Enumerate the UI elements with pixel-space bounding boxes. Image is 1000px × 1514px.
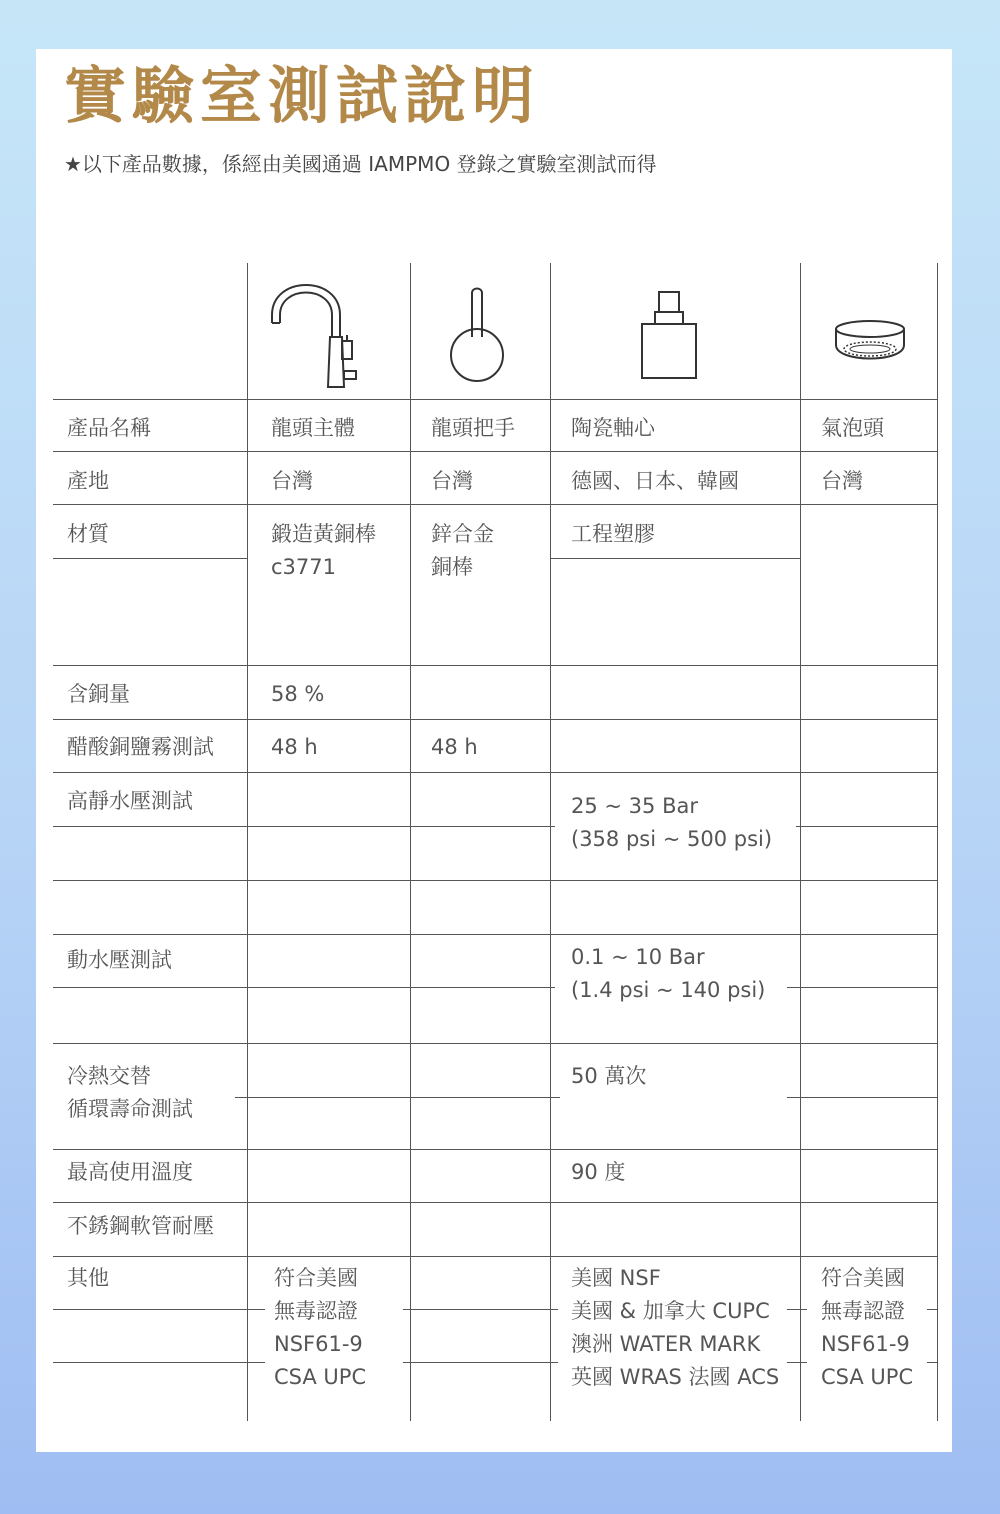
other-faucet-body-line4: CSA UPC <box>274 1365 367 1389</box>
origin-aerator: 台灣 <box>821 469 863 493</box>
cartridge-icon <box>638 290 702 382</box>
row-label-thermal-cycle-line1: 冷熱交替 <box>67 1064 151 1088</box>
row-label-copper-content: 含銅量 <box>67 682 130 706</box>
other-aerator-line4: CSA UPC <box>821 1365 914 1389</box>
page-subtitle: ★以下產品數據，係經由美國通過 IAMPMO 登錄之實驗室測試而得 <box>64 152 657 176</box>
faucet-icon <box>262 275 372 395</box>
material-faucet-body-line1: 鍛造黃銅棒 <box>271 522 376 546</box>
product-name-cartridge: 陶瓷軸心 <box>571 416 655 440</box>
thermal-cycle-cartridge: 50 萬次 <box>571 1064 647 1088</box>
material-handle-line2: 銅棒 <box>431 555 473 579</box>
other-cartridge-line1: 美國 NSF <box>571 1266 661 1290</box>
row-label-salt-spray-test: 醋酸銅鹽霧測試 <box>67 735 214 759</box>
row-label-material: 材質 <box>67 522 109 546</box>
row-label-product-name: 產品名稱 <box>67 416 151 440</box>
row-label-hose-pressure: 不銹鋼軟管耐壓 <box>67 1214 214 1238</box>
salt-spray-faucet-body: 48 h <box>271 735 318 759</box>
product-name-handle: 龍頭把手 <box>431 416 515 440</box>
other-aerator-line3: NSF61-9 <box>821 1332 910 1356</box>
row-label-dynamic-pressure-test: 動水壓測試 <box>67 948 172 972</box>
origin-handle: 台灣 <box>431 469 473 493</box>
page-title: 實驗室測試說明 <box>64 59 541 132</box>
other-aerator-line2: 無毒認證 <box>821 1299 905 1323</box>
material-faucet-body-line2: c3771 <box>271 555 336 579</box>
row-label-max-temperature: 最高使用溫度 <box>67 1160 193 1184</box>
other-faucet-body-line3: NSF61-9 <box>274 1332 363 1356</box>
copper-content-faucet-body: 58 % <box>271 682 325 706</box>
other-cartridge-line3: 澳洲 WATER MARK <box>571 1332 761 1356</box>
salt-spray-handle: 48 h <box>431 735 478 759</box>
product-name-faucet-body: 龍頭主體 <box>271 416 355 440</box>
material-cartridge: 工程塑膠 <box>571 522 655 546</box>
max-temperature-cartridge: 90 度 <box>571 1160 626 1184</box>
row-label-static-pressure-test: 高靜水壓測試 <box>67 789 193 813</box>
static-pressure-cartridge-line1: 25 ~ 35 Bar <box>571 794 698 818</box>
other-faucet-body-line1: 符合美國 <box>274 1266 358 1290</box>
row-label-thermal-cycle-line2: 循環壽命測試 <box>67 1097 193 1121</box>
static-pressure-cartridge-line2: (358 psi ~ 500 psi) <box>571 827 773 851</box>
row-label-other: 其他 <box>67 1266 109 1290</box>
handle-icon <box>444 285 510 390</box>
other-cartridge-line2: 美國 & 加拿大 CUPC <box>571 1299 770 1323</box>
row-label-origin: 產地 <box>67 469 109 493</box>
dynamic-pressure-cartridge-line1: 0.1 ~ 10 Bar <box>571 945 705 969</box>
other-faucet-body-line2: 無毒認證 <box>274 1299 358 1323</box>
origin-cartridge: 德國、日本、韓國 <box>571 469 739 493</box>
other-cartridge-line4: 英國 WRAS 法國 ACS <box>571 1365 780 1389</box>
origin-faucet-body: 台灣 <box>271 469 313 493</box>
other-aerator-line1: 符合美國 <box>821 1266 905 1290</box>
product-name-aerator: 氣泡頭 <box>821 416 884 440</box>
dynamic-pressure-cartridge-line2: (1.4 psi ~ 140 psi) <box>571 978 766 1002</box>
aerator-icon <box>828 315 912 371</box>
material-handle-line1: 鋅合金 <box>431 522 494 546</box>
